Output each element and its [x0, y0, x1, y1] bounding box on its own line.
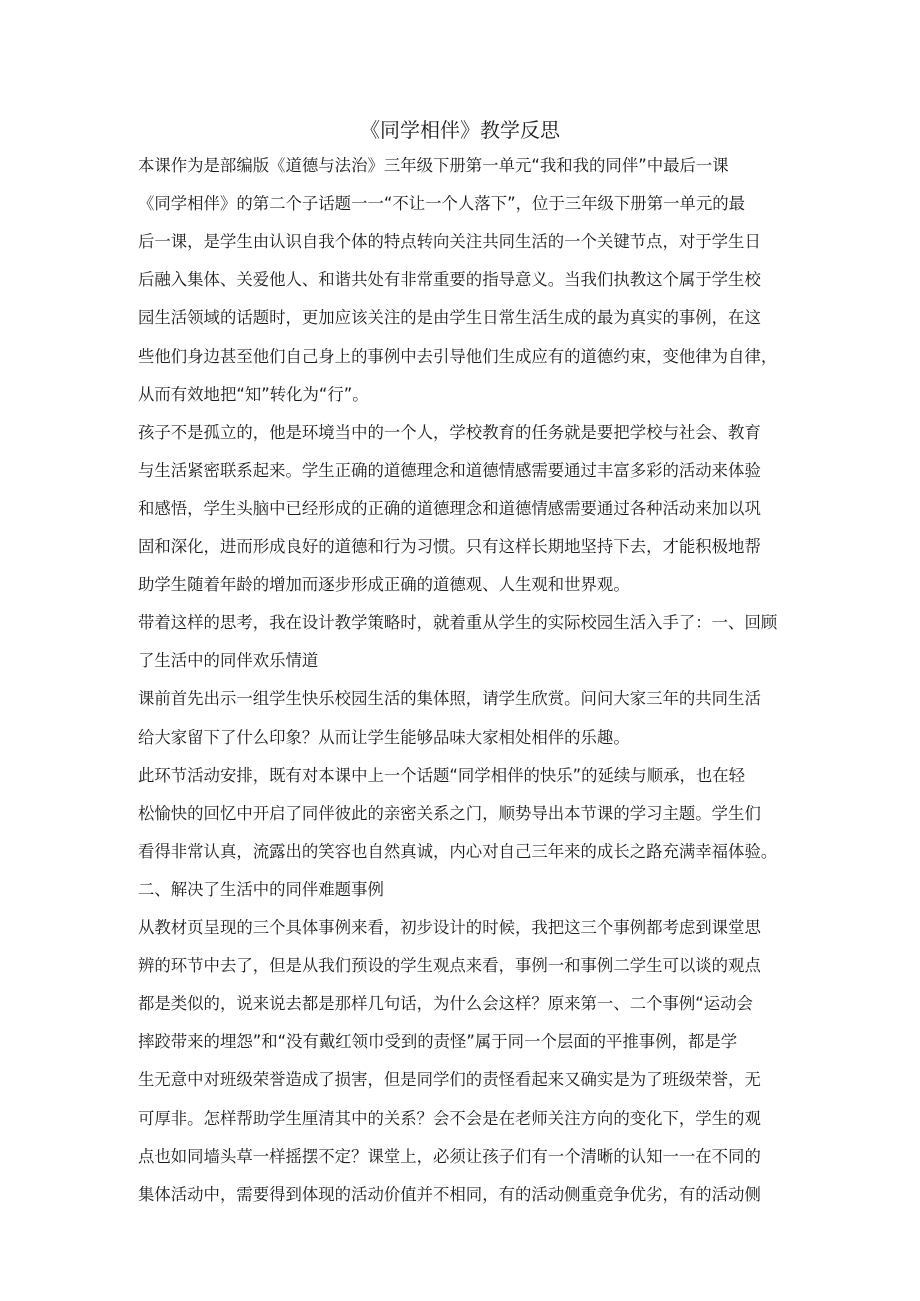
- text-line: 从教材页呈现的三个具体事例来看，初步设计的时候，我把这三个事例都考虑到课堂思: [138, 918, 761, 937]
- text-line: 《同学相伴》的第二个子话题一一“不让一个人落下”，位于三年级下册第一单元的最: [138, 194, 746, 214]
- text-line: 课前首先出示一组学生快乐校园生活的集体照，请学生欣赏。问问大家三年的共同生活: [138, 689, 761, 709]
- document-title: 《同学相伴》教学反思: [360, 118, 560, 142]
- text-line: 和感悟，学生头脑中已经形成的正确的道德理念和道德情感需要通过各种活动来加以巩: [138, 498, 761, 518]
- text-line: 孩子不是孤立的，他是环境当中的一个人，学校教育的任务就是要把学校与社会、教育: [138, 422, 761, 442]
- text-line: 固和深化，进而形成良好的道德和行为习惯。只有这样长期地坚持下去，才能积极地帮: [138, 537, 761, 556]
- text-line: 摔跤带来的埋怨”和“没有戴红领巾受到的责怪”属于同一个层面的平推事例，都是学: [138, 1032, 738, 1052]
- text-line: 后一课，是学生由认识自我个体的特点转向关注共同生活的一个关键节点，对于学生日: [138, 232, 761, 252]
- text-line: 松愉快的回忆中开启了同伴彼此的亲密关系之门，顺势导出本节课的学习主题。学生们: [138, 803, 761, 823]
- text-line: 从而有效地把“知”转化为“行”。: [138, 384, 369, 404]
- text-line: 此环节活动安排，既有对本课中上一个话题“同学相伴的快乐”的延续与顺承，也在轻: [138, 765, 746, 785]
- text-line: 二、解决了生活中的同伴难题事例: [138, 879, 384, 899]
- text-line: 生无意中对班级荣誉造成了损害，但是同学们的责怪看起来又确实是为了班级荣誉，无: [138, 1070, 761, 1090]
- text-line: 点也如同墙头草一样摇摆不定？课堂上，必须让孩子们有一个清晰的认知一一在不同的: [138, 1146, 761, 1166]
- text-line: 助学生随着年龄的增加而逐步形成正确的道德观、人生观和世界观。: [138, 575, 630, 595]
- text-line: 后融入集体、关爱他人、和谐共处有非常重要的指导意义。当我们执教这个属于学生校: [138, 270, 761, 290]
- text-line: 给大家留下了什么印象？从而让学生能够品味大家相处相伴的乐趣。: [138, 727, 630, 747]
- text-line: 集体活动中，需要得到体现的活动价值并不相同，有的活动侧重竞争优劣，有的活动侧: [138, 1184, 761, 1204]
- text-line: 可厚非。怎样帮助学生厘清其中的关系？会不会是在老师关注方向的变化下，学生的观: [138, 1108, 761, 1128]
- text-line: 与生活紧密联系起来。学生正确的道德理念和道德情感需要通过丰富多彩的活动来体验: [138, 460, 761, 480]
- text-line: 都是类似的，说来说去都是那样几句话，为什么会这样？原来第一、二个事例“运动会: [138, 994, 753, 1014]
- text-line: 本课作为是部编版《道德与法治》三年级下册第一单元“我和我的同伴”中最后一课: [138, 156, 729, 175]
- text-line: 辨的环节中去了，但是从我们预设的学生观点来看，事例一和事例二学生可以谈的观点: [138, 956, 761, 976]
- text-line: 园生活领域的话题时，更加应该关注的是由学生日常生活生成的最为真实的事例，在这: [138, 308, 761, 328]
- text-line: 看得非常认真，流露出的笑容也自然真诚，内心对自己三年来的成长之路充满幸福体验。: [138, 841, 778, 861]
- text-line: 些他们身边甚至他们自己身上的事例中去引导他们生成应有的道德约束，变他律为自律，: [138, 346, 778, 366]
- text-line: 了生活中的同伴欢乐情道: [138, 651, 319, 671]
- text-line: 带着这样的思考，我在设计教学策略时，就着重从学生的实际校园生活入手了：一、回顾: [138, 613, 778, 633]
